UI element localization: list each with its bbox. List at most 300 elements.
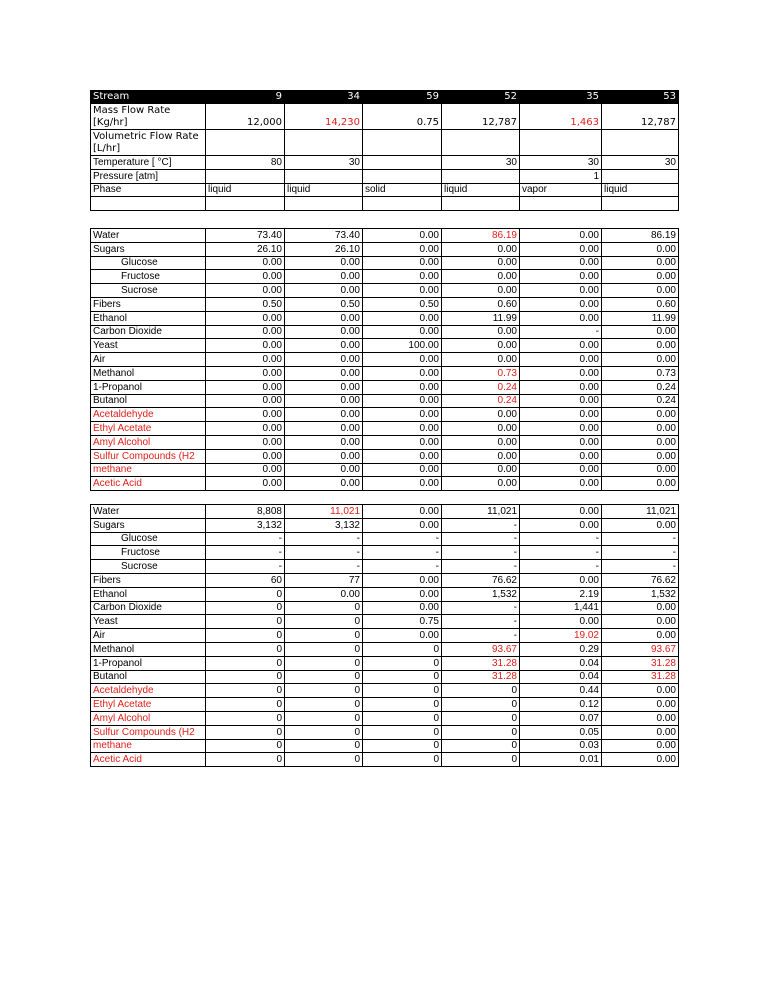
component-label: 1-Propanol <box>91 380 206 394</box>
component-row <box>91 311 679 325</box>
component-value-cell: 0.60 <box>602 297 679 311</box>
component-label: Sulfur Compounds (H2 <box>91 725 206 739</box>
component-value-cell: - <box>442 532 520 546</box>
component-value-cell: 0.00 <box>520 297 602 311</box>
component-value-cell: 0.00 <box>206 311 285 325</box>
component-value-cell: 26.10 <box>285 242 363 256</box>
component-value-cell: 0 <box>206 629 285 643</box>
pressure-cell <box>602 169 679 183</box>
stream-id: 35 <box>520 91 602 104</box>
component-value-cell: 0 <box>285 642 363 656</box>
component-value-cell: 11,021 <box>602 505 679 519</box>
component-value-cell: 0.24 <box>442 380 520 394</box>
component-label: Fibers <box>91 297 206 311</box>
component-value-cell: 0 <box>285 629 363 643</box>
component-value-cell: 0.00 <box>285 339 363 353</box>
component-row <box>91 560 679 574</box>
component-row <box>91 463 679 477</box>
component-value-cell: 0.00 <box>520 242 602 256</box>
component-value-cell: 0.00 <box>520 422 602 436</box>
component-label: Sucrose <box>91 560 206 574</box>
component-row <box>91 229 679 243</box>
component-value-cell: 0 <box>206 711 285 725</box>
stream-header-label: Stream <box>91 91 206 104</box>
component-value-cell: 0.00 <box>520 573 602 587</box>
component-value-cell: - <box>602 532 679 546</box>
component-value-cell: 0.50 <box>363 297 442 311</box>
component-value-cell: 0.05 <box>520 725 602 739</box>
component-value-cell: 0 <box>285 656 363 670</box>
component-row <box>91 629 679 643</box>
component-value-cell: - <box>520 560 602 574</box>
component-value-cell: 31.28 <box>602 656 679 670</box>
component-row <box>91 573 679 587</box>
temperature-cell: 80 <box>206 156 285 170</box>
component-value-cell: 0.00 <box>442 463 520 477</box>
component-row <box>91 505 679 519</box>
phase-cell: liquid <box>206 183 285 197</box>
component-value-cell: 73.40 <box>285 229 363 243</box>
component-value-cell: 26.10 <box>206 242 285 256</box>
component-label: Fructose <box>91 270 206 284</box>
component-value-cell: - <box>363 546 442 560</box>
temperature-label: Temperature [ °C] <box>91 156 206 170</box>
component-value-cell: 0 <box>442 684 520 698</box>
component-value-cell: 0.00 <box>363 353 442 367</box>
component-label: Acetaldehyde <box>91 408 206 422</box>
mass-flow-cell: 0.75 <box>363 104 442 130</box>
component-value-cell: 0 <box>363 684 442 698</box>
component-value-cell: 0.00 <box>363 270 442 284</box>
component-value-cell: 0.00 <box>520 339 602 353</box>
component-value-cell: 76.62 <box>442 573 520 587</box>
component-value-cell: 0 <box>363 670 442 684</box>
pressure-cell <box>363 169 442 183</box>
component-flow-table <box>90 504 679 767</box>
component-value-cell: 0 <box>442 711 520 725</box>
component-row <box>91 753 679 767</box>
component-value-cell: 0.00 <box>520 408 602 422</box>
component-value-cell: 31.28 <box>442 656 520 670</box>
component-row <box>91 601 679 615</box>
component-row <box>91 284 679 298</box>
component-row <box>91 656 679 670</box>
component-value-cell: 0.00 <box>602 601 679 615</box>
component-label: Sucrose <box>91 284 206 298</box>
phase-row <box>91 183 679 197</box>
component-value-cell: 0.00 <box>520 518 602 532</box>
pressure-label: Pressure [atm] <box>91 169 206 183</box>
component-row <box>91 366 679 380</box>
component-value-cell: 0.24 <box>602 394 679 408</box>
component-value-cell: 60 <box>206 573 285 587</box>
component-value-cell: 0.00 <box>520 311 602 325</box>
component-value-cell: 0 <box>363 739 442 753</box>
volumetric-flow-cell <box>285 130 363 156</box>
component-row <box>91 739 679 753</box>
component-value-cell: 0.00 <box>285 366 363 380</box>
component-value-cell: 0.00 <box>520 394 602 408</box>
component-value-cell: 0.00 <box>602 325 679 339</box>
component-value-cell: 0.00 <box>602 684 679 698</box>
stream-id: 52 <box>442 91 520 104</box>
component-value-cell: 0.00 <box>206 256 285 270</box>
blank-cell <box>206 197 285 211</box>
component-value-cell: 0.00 <box>520 615 602 629</box>
component-value-cell: - <box>363 560 442 574</box>
component-value-cell: 0.00 <box>602 753 679 767</box>
component-value-cell: 0.00 <box>442 339 520 353</box>
stream-id: 34 <box>285 91 363 104</box>
volumetric-flow-cell <box>206 130 285 156</box>
component-value-cell: 0.00 <box>285 353 363 367</box>
component-value-cell: 31.28 <box>602 670 679 684</box>
component-value-cell: 0.00 <box>285 463 363 477</box>
mass-flow-row <box>91 104 679 130</box>
component-value-cell: 0.00 <box>602 711 679 725</box>
component-value-cell: 0.60 <box>442 297 520 311</box>
component-row <box>91 339 679 353</box>
component-value-cell: 86.19 <box>602 229 679 243</box>
component-value-cell: 0.00 <box>285 587 363 601</box>
component-value-cell: 0.00 <box>206 394 285 408</box>
component-value-cell: 0 <box>285 684 363 698</box>
component-row <box>91 394 679 408</box>
component-label: Yeast <box>91 339 206 353</box>
component-value-cell: - <box>442 615 520 629</box>
component-value-cell: - <box>206 560 285 574</box>
component-value-cell: - <box>602 560 679 574</box>
component-value-cell: 0.00 <box>520 270 602 284</box>
component-value-cell: 3,132 <box>206 518 285 532</box>
component-label: Methanol <box>91 642 206 656</box>
component-value-cell: 0 <box>206 698 285 712</box>
blank-cell <box>602 197 679 211</box>
component-value-cell: 0.00 <box>602 698 679 712</box>
component-value-cell: 0.00 <box>520 256 602 270</box>
component-value-cell: 31.28 <box>442 670 520 684</box>
component-value-cell: 0.00 <box>442 477 520 491</box>
component-value-cell: 0.00 <box>442 242 520 256</box>
component-row <box>91 670 679 684</box>
component-label: Air <box>91 353 206 367</box>
component-value-cell: 0.00 <box>442 449 520 463</box>
mass-flow-cell: 1,463 <box>520 104 602 130</box>
component-value-cell: 0.00 <box>363 366 442 380</box>
component-value-cell: 0.00 <box>442 422 520 436</box>
component-value-cell: 0.00 <box>520 449 602 463</box>
component-value-cell: 0.00 <box>206 339 285 353</box>
component-value-cell: 0.00 <box>520 353 602 367</box>
temperature-cell: 30 <box>602 156 679 170</box>
component-value-cell: 0.00 <box>520 229 602 243</box>
component-value-cell: 0.00 <box>363 311 442 325</box>
component-value-cell: 11,021 <box>285 505 363 519</box>
component-label: Acetic Acid <box>91 477 206 491</box>
component-label: Butanol <box>91 670 206 684</box>
component-value-cell: 0.00 <box>602 284 679 298</box>
component-value-cell: 0.00 <box>363 463 442 477</box>
component-value-cell: 0.00 <box>442 256 520 270</box>
mass-flow-cell: 12,787 <box>442 104 520 130</box>
component-row <box>91 256 679 270</box>
component-label: Air <box>91 629 206 643</box>
phase-cell: solid <box>363 183 442 197</box>
volumetric-flow-row <box>91 130 679 156</box>
component-value-cell: 0 <box>206 587 285 601</box>
component-value-cell: - <box>206 546 285 560</box>
phase-cell: liquid <box>602 183 679 197</box>
component-value-cell: 0.00 <box>520 284 602 298</box>
component-value-cell: 0.00 <box>363 587 442 601</box>
component-value-cell: - <box>442 560 520 574</box>
pressure-cell <box>285 169 363 183</box>
component-value-cell: 0.44 <box>520 684 602 698</box>
component-value-cell: 11,021 <box>442 505 520 519</box>
component-value-cell: 0.00 <box>285 284 363 298</box>
component-value-cell: 0.73 <box>442 366 520 380</box>
component-value-cell: 0.01 <box>520 753 602 767</box>
stream-header-row <box>91 91 679 104</box>
component-row <box>91 477 679 491</box>
component-row <box>91 518 679 532</box>
component-value-cell: 0.00 <box>206 408 285 422</box>
component-value-cell: 0.00 <box>363 629 442 643</box>
component-label: Sulfur Compounds (H2 <box>91 449 206 463</box>
component-row <box>91 422 679 436</box>
component-value-cell: 0.00 <box>602 353 679 367</box>
component-value-cell: 0.00 <box>602 270 679 284</box>
stream-id: 53 <box>602 91 679 104</box>
blank-cell <box>442 197 520 211</box>
component-row <box>91 711 679 725</box>
component-value-cell: 0.00 <box>602 435 679 449</box>
blank-cell <box>91 197 206 211</box>
component-label: methane <box>91 739 206 753</box>
component-value-cell: 73.40 <box>206 229 285 243</box>
component-value-cell: 0 <box>285 739 363 753</box>
component-value-cell: 0.00 <box>363 477 442 491</box>
component-value-cell: 0.00 <box>206 366 285 380</box>
component-value-cell: 0.03 <box>520 739 602 753</box>
component-value-cell: 93.67 <box>602 642 679 656</box>
component-value-cell: 0.00 <box>285 311 363 325</box>
component-value-cell: 0 <box>442 753 520 767</box>
component-value-cell: 0.00 <box>602 629 679 643</box>
component-value-cell: 0.00 <box>602 339 679 353</box>
component-value-cell: 0.00 <box>602 615 679 629</box>
phase-cell: liquid <box>442 183 520 197</box>
component-row <box>91 615 679 629</box>
component-value-cell: 8,808 <box>206 505 285 519</box>
component-value-cell: 0.00 <box>602 422 679 436</box>
component-value-cell: 0.00 <box>363 284 442 298</box>
component-value-cell: 11.99 <box>442 311 520 325</box>
component-value-cell: 0 <box>363 753 442 767</box>
component-label: Methanol <box>91 366 206 380</box>
component-value-cell: 0.00 <box>520 463 602 477</box>
component-label: Amyl Alcohol <box>91 435 206 449</box>
component-value-cell: 76.62 <box>602 573 679 587</box>
component-value-cell: 0 <box>206 615 285 629</box>
component-value-cell: 0.00 <box>363 242 442 256</box>
component-value-cell: 0 <box>442 725 520 739</box>
component-value-cell: 0 <box>285 615 363 629</box>
component-value-cell: 0 <box>363 642 442 656</box>
component-value-cell: - <box>285 532 363 546</box>
phase-cell: liquid <box>285 183 363 197</box>
component-value-cell: 0.00 <box>363 325 442 339</box>
component-value-cell: 0 <box>206 753 285 767</box>
component-value-cell: 0.00 <box>602 242 679 256</box>
component-value-cell: 0.00 <box>602 725 679 739</box>
pressure-row <box>91 169 679 183</box>
component-value-cell: 1,532 <box>602 587 679 601</box>
component-value-cell: 0.00 <box>602 463 679 477</box>
component-value-cell: 0 <box>363 725 442 739</box>
component-value-cell: 0.75 <box>363 615 442 629</box>
component-value-cell: 0.00 <box>363 435 442 449</box>
component-row <box>91 725 679 739</box>
component-value-cell: 0.00 <box>363 394 442 408</box>
component-value-cell: - <box>602 546 679 560</box>
component-value-cell: 0.24 <box>442 394 520 408</box>
component-value-cell: 0.00 <box>442 270 520 284</box>
mass-flow-cell: 14,230 <box>285 104 363 130</box>
component-value-cell: 0 <box>206 642 285 656</box>
component-value-cell: 0.50 <box>206 297 285 311</box>
blank-cell <box>520 197 602 211</box>
component-value-cell: 0.00 <box>520 380 602 394</box>
component-value-cell: 0.00 <box>442 325 520 339</box>
component-value-cell: 0.00 <box>363 380 442 394</box>
component-value-cell: 0.00 <box>363 573 442 587</box>
component-label: Fructose <box>91 546 206 560</box>
component-value-cell: 0.00 <box>285 449 363 463</box>
component-label: Ethanol <box>91 587 206 601</box>
component-label: Acetaldehyde <box>91 684 206 698</box>
component-label: Sugars <box>91 242 206 256</box>
component-value-cell: 0.07 <box>520 711 602 725</box>
component-value-cell: 0.04 <box>520 656 602 670</box>
component-value-cell: - <box>206 532 285 546</box>
component-value-cell: - <box>520 325 602 339</box>
component-value-cell: 0.00 <box>602 477 679 491</box>
component-value-cell: 0.00 <box>442 408 520 422</box>
component-value-cell: 0 <box>442 698 520 712</box>
component-value-cell: 0.00 <box>363 422 442 436</box>
component-value-cell: - <box>442 601 520 615</box>
temperature-cell <box>363 156 442 170</box>
component-label: Water <box>91 229 206 243</box>
component-value-cell: 0 <box>206 684 285 698</box>
component-label: Ethanol <box>91 311 206 325</box>
component-label: Ethyl Acetate <box>91 698 206 712</box>
component-row <box>91 325 679 339</box>
component-value-cell: 0.00 <box>363 505 442 519</box>
component-value-cell: - <box>285 546 363 560</box>
component-row <box>91 242 679 256</box>
component-value-cell: 0.00 <box>285 394 363 408</box>
component-value-cell: 0.00 <box>285 325 363 339</box>
component-value-cell: 100.00 <box>363 339 442 353</box>
component-value-cell: 0 <box>363 711 442 725</box>
temperature-cell: 30 <box>520 156 602 170</box>
component-value-cell: - <box>442 629 520 643</box>
component-value-cell: 0.00 <box>363 449 442 463</box>
component-label: Acetic Acid <box>91 753 206 767</box>
component-value-cell: 0.00 <box>363 601 442 615</box>
pressure-cell <box>206 169 285 183</box>
component-value-cell: 0 <box>363 698 442 712</box>
component-value-cell: - <box>285 560 363 574</box>
component-value-cell: 0.00 <box>285 380 363 394</box>
component-value-cell: 19.02 <box>520 629 602 643</box>
component-value-cell: 2.19 <box>520 587 602 601</box>
component-label: Sugars <box>91 518 206 532</box>
component-value-cell: 0.12 <box>520 698 602 712</box>
volumetric-flow-label: Volumetric Flow Rate [L/hr] <box>91 130 206 156</box>
component-value-cell: 0.00 <box>602 449 679 463</box>
component-label: Glucose <box>91 532 206 546</box>
component-value-cell: 77 <box>285 573 363 587</box>
component-row <box>91 408 679 422</box>
component-value-cell: 93.67 <box>442 642 520 656</box>
component-value-cell: 0.00 <box>363 256 442 270</box>
component-value-cell: 0.00 <box>602 408 679 422</box>
component-label: Carbon Dioxide <box>91 601 206 615</box>
component-row <box>91 642 679 656</box>
component-value-cell: 0.00 <box>520 505 602 519</box>
component-value-cell: 0 <box>442 739 520 753</box>
component-value-cell: 0.00 <box>602 256 679 270</box>
component-value-cell: 0.00 <box>206 270 285 284</box>
component-value-cell: 0.00 <box>363 518 442 532</box>
component-value-cell: 0 <box>206 656 285 670</box>
pressure-cell <box>442 169 520 183</box>
component-value-cell: 0 <box>285 711 363 725</box>
component-value-cell: - <box>520 532 602 546</box>
phase-label: Phase <box>91 183 206 197</box>
component-value-cell: 0 <box>285 670 363 684</box>
stream-id: 59 <box>363 91 442 104</box>
component-value-cell: 0.00 <box>602 739 679 753</box>
component-value-cell: 0 <box>206 739 285 753</box>
component-value-cell: 0 <box>285 698 363 712</box>
component-value-cell: 0.00 <box>206 435 285 449</box>
component-value-cell: 0.00 <box>363 229 442 243</box>
temperature-cell: 30 <box>285 156 363 170</box>
stream-properties-table <box>90 90 679 211</box>
component-label: Water <box>91 505 206 519</box>
component-value-cell: 11.99 <box>602 311 679 325</box>
component-value-cell: 0.00 <box>206 380 285 394</box>
component-label: 1-Propanol <box>91 656 206 670</box>
mass-flow-cell: 12,000 <box>206 104 285 130</box>
mass-flow-cell: 12,787 <box>602 104 679 130</box>
mass-flow-label: Mass Flow Rate [Kg/hr] <box>91 104 206 130</box>
component-value-cell: 0.00 <box>520 477 602 491</box>
component-value-cell: 0.73 <box>602 366 679 380</box>
component-label: Glucose <box>91 256 206 270</box>
component-label: Carbon Dioxide <box>91 325 206 339</box>
component-value-cell: 86.19 <box>442 229 520 243</box>
component-value-cell: 0.00 <box>363 408 442 422</box>
component-value-cell: 0.00 <box>442 435 520 449</box>
component-value-cell: 0.00 <box>206 325 285 339</box>
blank-cell <box>285 197 363 211</box>
component-value-cell: 0.00 <box>285 435 363 449</box>
